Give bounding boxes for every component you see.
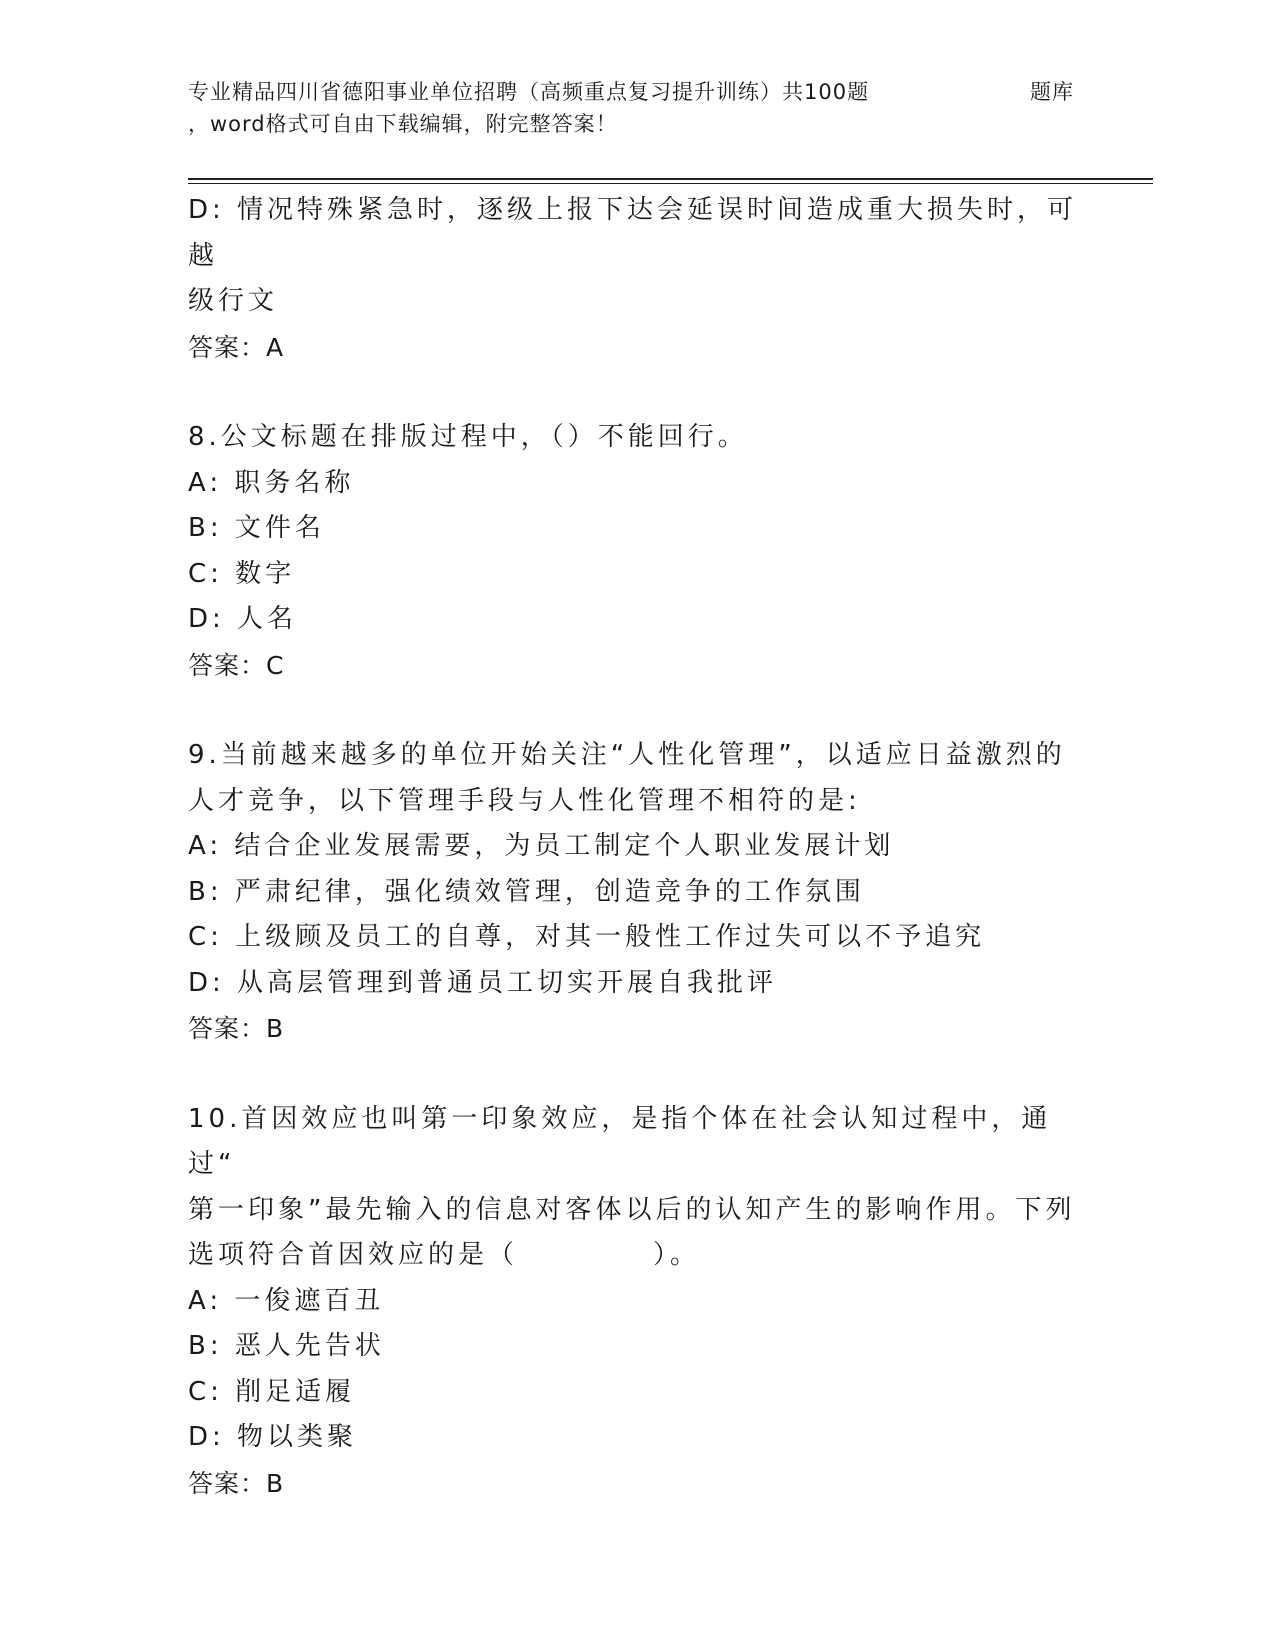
- question-8: [188, 415, 1088, 688]
- option-c: C: 削足适履: [188, 1376, 356, 1407]
- question-stem: 8.公文标题在排版过程中，（）不能回行。: [188, 422, 748, 452]
- question-stem: 9.当前越来越多的单位开始关注“人性化管理”，以适应日益激烈的: [188, 740, 1066, 770]
- option-a: A: 职务名称: [188, 467, 355, 498]
- answer: 答案：A: [188, 332, 285, 362]
- option-b: B: 文件名: [188, 513, 325, 543]
- question-stem: 10.首因效应也叫第一印象效应，是指个体在社会认知过程中，通过“: [188, 1103, 1052, 1179]
- header-title-line2: ，word格式可自由下载编辑，附完整答案！: [188, 112, 618, 136]
- answer: 答案：B: [188, 1014, 285, 1043]
- header-right-label: 题库: [1030, 80, 1074, 104]
- page-header: [188, 76, 948, 140]
- stem-text: 选项符合首因效应的是（: [188, 1240, 519, 1270]
- spacer: [188, 688, 1088, 733]
- question-9: [188, 733, 1088, 1052]
- option-b: B: 恶人先告状: [188, 1331, 385, 1361]
- answer: 答案：B: [188, 1468, 285, 1498]
- option-d: D: 物以类聚: [188, 1422, 358, 1452]
- question-stem-last-line: [188, 1233, 1088, 1279]
- option-c: C: 上级顾及员工的自尊，对其一般性工作过失可以不予追究: [188, 922, 986, 952]
- option-d-continued: 级行文: [188, 286, 279, 316]
- option-d: D: 人名: [188, 604, 298, 634]
- spacer: [188, 1052, 1088, 1097]
- question-7-tail: [188, 188, 1088, 370]
- header-rule-thick: [188, 178, 1153, 180]
- header-rule-thin: [188, 183, 1153, 184]
- spacer: [188, 370, 1088, 415]
- option-a: A: 结合企业发展需要，为员工制定个人职业发展计划: [188, 831, 895, 861]
- answer: 答案：C: [188, 650, 285, 680]
- document-body: [188, 188, 1088, 1506]
- option-d: D: 情况特殊紧急时，逐级上报下达会延误时间造成重大损失时，可越: [188, 195, 1078, 271]
- stem-text-end: ）。: [653, 1240, 701, 1270]
- option-b: B: 严肃纪律，强化绩效管理，创造竞争的工作氛围: [188, 876, 865, 907]
- question-stem-continued: 人才竞争，以下管理手段与人性化管理不相符的是:: [188, 785, 861, 816]
- question-10: [188, 1097, 1088, 1507]
- option-a: A: 一俊遮百丑: [188, 1285, 385, 1316]
- header-title-line1: 专业精品四川省德阳事业单位招聘（高频重点复习提升训练）共100题: [188, 80, 870, 104]
- question-stem-continued: 第一印象”最先输入的信息对客体以后的认知产生的影响作用。下列: [188, 1194, 1076, 1225]
- option-c: C: 数字: [188, 558, 296, 589]
- option-d: D: 从高层管理到普通员工切实开展自我批评: [188, 967, 778, 998]
